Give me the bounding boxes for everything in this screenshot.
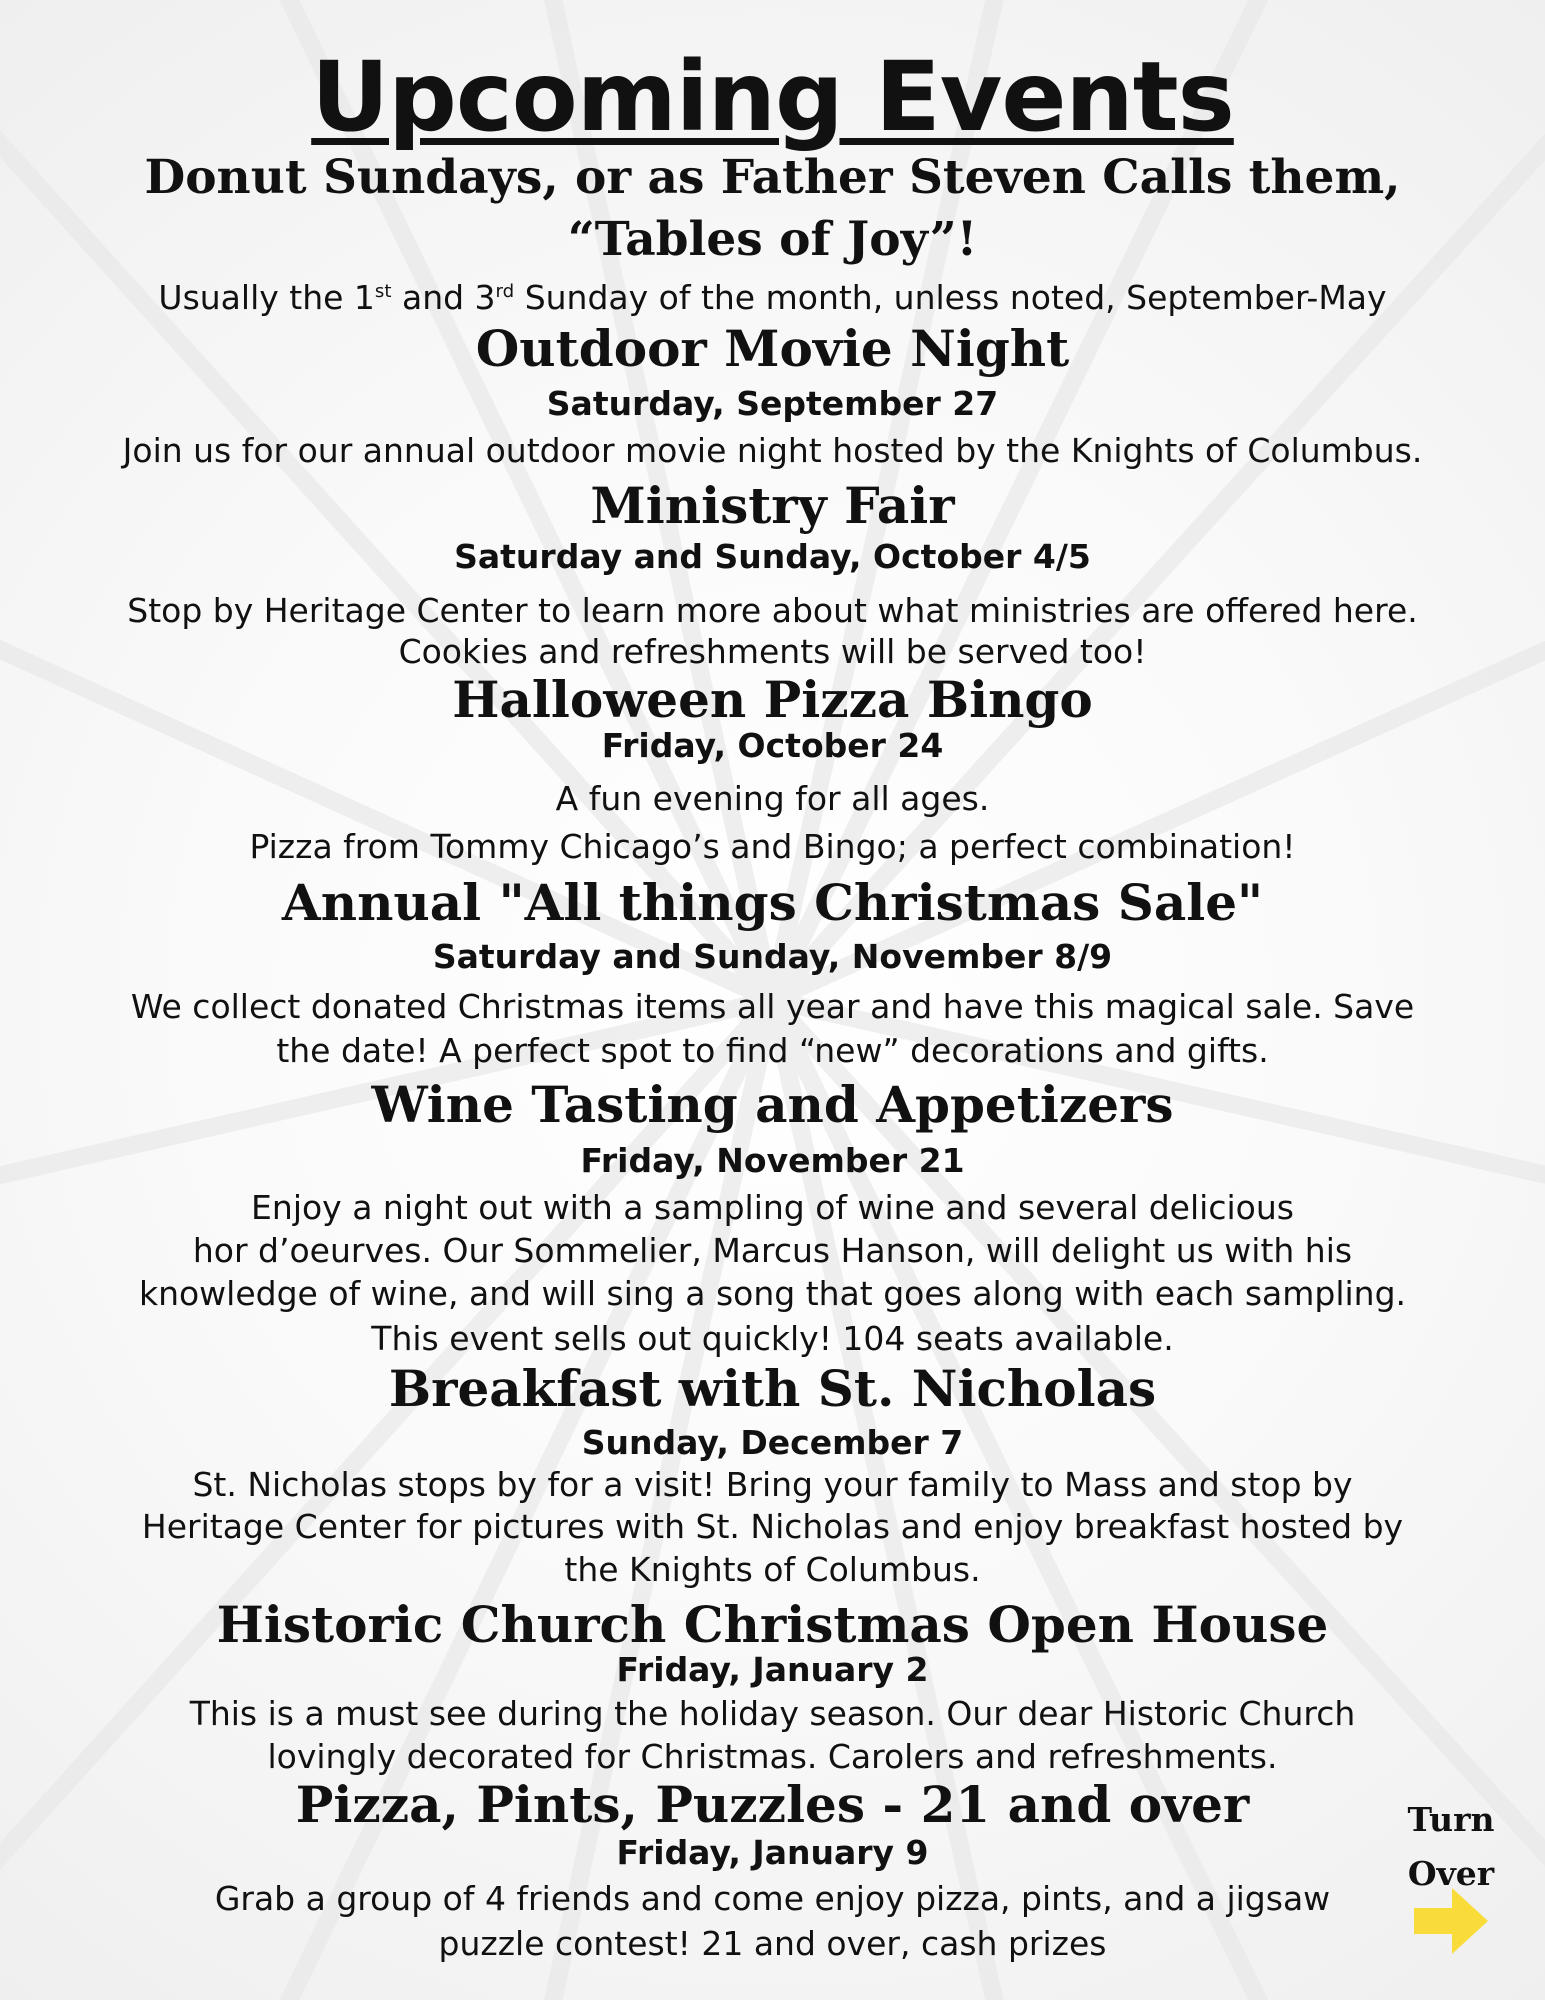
event-date: Friday, January 2	[616, 1650, 929, 1689]
event-title: Ministry Fair	[590, 476, 955, 535]
event-title: Outdoor Movie Night	[475, 319, 1070, 378]
event-title: Annual "All things Christmas Sale"	[281, 873, 1264, 932]
turn-over-line1: Turn	[1407, 1800, 1495, 1839]
event-description-line: lovingly decorated for Christmas. Carolers and refreshments.	[267, 1737, 1278, 1776]
event-description-line: Cookies and refreshments will be served too!	[398, 632, 1147, 671]
intro-note-part2: and 3	[391, 278, 496, 317]
event-description-line: This event sells out quickly! 104 seats available.	[371, 1319, 1174, 1358]
turn-over-label	[1396, 1793, 1506, 1901]
event-description-line: We collect donated Christmas items all year and have this magical sale. Save	[130, 987, 1415, 1026]
intro-note-part3: Sunday of the month, unless noted, September-May	[514, 278, 1387, 317]
event-description-line: Enjoy a night out with a sampling of wine and several delicious	[251, 1188, 1294, 1227]
turn-over-line2: Over	[1407, 1854, 1495, 1893]
event-description-line: knowledge of wine, and will sing a song that goes along with each sampling.	[138, 1274, 1407, 1313]
intro-note-sup2: rd	[495, 281, 515, 302]
event-title: Pizza, Pints, Puzzles - 21 and over	[295, 1775, 1250, 1834]
event-title: Breakfast with St. Nicholas	[388, 1359, 1157, 1418]
event-date: Saturday and Sunday, October 4/5	[454, 537, 1091, 576]
event-date: Saturday, September 27	[546, 384, 999, 423]
event-description-line: Stop by Heritage Center to learn more about what ministries are offered here.	[127, 591, 1418, 630]
intro-note-sup1: st	[374, 281, 392, 302]
event-date: Friday, January 9	[616, 1833, 929, 1872]
event-description-line: the date! A perfect spot to find “new” decorations and gifts.	[276, 1031, 1269, 1070]
intro-note	[0, 276, 1545, 320]
event-description-line: Heritage Center for pictures with St. Nicholas and enjoy breakfast hosted by	[141, 1507, 1404, 1546]
event-description-line: Grab a group of 4 friends and come enjoy pizza, pints, and a jigsaw	[214, 1879, 1331, 1918]
event-description-line: Join us for our annual outdoor movie night hosted by the Knights of Columbus.	[122, 431, 1423, 470]
event-description-line: St. Nicholas stops by for a visit! Bring your family to Mass and stop by	[192, 1465, 1353, 1504]
intro-note-part1: Usually the 1	[158, 278, 375, 317]
event-date: Friday, November 21	[580, 1141, 965, 1180]
event-date: Sunday, December 7	[581, 1423, 964, 1462]
event-title: Historic Church Christmas Open House	[216, 1595, 1329, 1654]
event-description-line: the Knights of Columbus.	[564, 1550, 981, 1589]
event-date: Friday, October 24	[601, 726, 944, 765]
event-description-line: A fun evening for all ages.	[555, 779, 990, 818]
intro-heading-line2: “Tables of Joy”!	[567, 212, 978, 267]
event-description-line: puzzle contest! 21 and over, cash prizes	[438, 1924, 1107, 1963]
intro-heading-line1: Donut Sundays, or as Father Steven Calls them,	[144, 150, 1401, 205]
arrow-right-icon	[1412, 1886, 1490, 1956]
event-title: Wine Tasting and Appetizers	[371, 1075, 1174, 1134]
event-title: Halloween Pizza Bingo	[452, 670, 1093, 729]
event-date: Saturday and Sunday, November 8/9	[432, 937, 1113, 976]
page-title: Upcoming Events	[311, 41, 1234, 153]
event-description-line: This is a must see during the holiday season. Our dear Historic Church	[189, 1694, 1356, 1733]
event-description-line: hor d’oeurves. Our Sommelier, Marcus Hanson, will delight us with his	[192, 1231, 1353, 1270]
event-description-line: Pizza from Tommy Chicago’s and Bingo; a perfect combination!	[249, 827, 1296, 866]
